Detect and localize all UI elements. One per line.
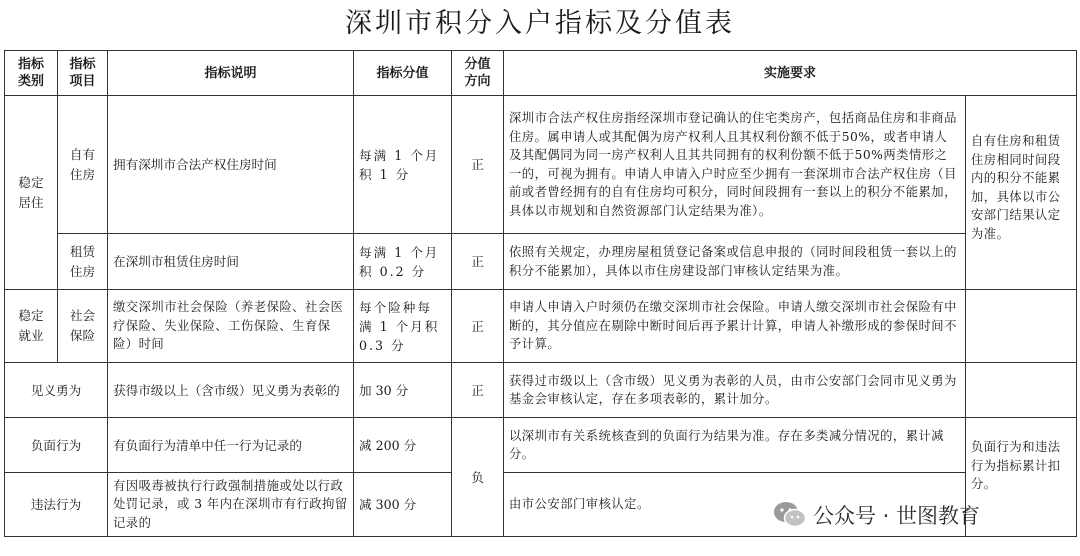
score-illegal: 减 300 分 <box>354 473 452 537</box>
header-direction: 分值 方向 <box>452 51 504 96</box>
header-desc: 指标说明 <box>108 51 354 96</box>
header-row <box>5 51 1077 96</box>
requirement-negative: 以深圳市有关系统核查到的负面行为结果为准。存在多类减分情况的，累计减分。 <box>504 418 966 473</box>
category-stable-residence: 稳定 居住 <box>5 96 58 290</box>
desc-social-insurance: 缴交深圳市社会保险（养老保险、社会医疗保险、失业保险、工伤保险、生育保险）时间 <box>108 290 354 363</box>
header-item: 指标 项目 <box>58 51 108 96</box>
table-row-negative <box>5 418 1077 473</box>
score-negative: 减 200 分 <box>354 418 452 473</box>
requirement-bravery: 获得过市级以上（含市级）见义勇为表彰的人员，由市公安部门会同市见义勇为基金会审核认定，存在多项表彰的，累计加分。 <box>504 363 966 418</box>
item-social-insurance: 社会 保险 <box>58 290 108 363</box>
page-title: 深圳市积分入户指标及分值表 <box>345 8 735 39</box>
score-rent-house: 每满 1 个月积 0.2 分 <box>354 234 452 290</box>
direction-negative: 负 <box>452 418 504 537</box>
header-category: 指标 类别 <box>5 51 58 96</box>
requirement-illegal: 由市公安部门审核认定。 <box>504 473 966 537</box>
watermark-text: 公众号 · 世图教育 <box>813 504 981 528</box>
note-negative: 负面行为和违法行为指标累计扣分。 <box>966 418 1077 537</box>
score-own-house: 每满 1 个月积 1 分 <box>354 96 452 234</box>
requirement-own-house: 深圳市合法产权住房指经深圳市登记确认的住宅类房产，包括商品住房和非商品住房。属申请人或其配偶为房产权利人且其权利份额不低于50%，或者申请人及其配偶同为同一房产权利人且其共同拥有的权利份额不低于50%两类情形之一的，可视为拥有。申请人申请入户时应至少拥有一套深圳市合法产权住房（目前或者曾经拥有的自有住房均可积分，同时间段拥有一套以上的积分不能累加，具体以市规划和自然资源部门认定结果为准）。 <box>504 96 966 234</box>
category-illegal: 违法行为 <box>5 473 108 537</box>
note-residence: 自有住房和租赁住房相同时间段内的积分不能累加，具体以市公安部门结果认定为准。 <box>966 96 1077 290</box>
item-rent-house: 租赁 住房 <box>58 234 108 290</box>
points-table <box>4 50 1077 537</box>
direction-own-house: 正 <box>452 96 504 234</box>
requirement-social-insurance: 申请人申请入户时须仍在缴交深圳市社会保险。申请人缴交深圳市社会保险有中断的，其分值应在剔除中断时间后再予累计计算，申请人补缴形成的参保时间不予计算。 <box>504 290 966 363</box>
note-empty-bravery <box>966 363 1077 418</box>
score-bravery: 加 30 分 <box>354 363 452 418</box>
direction-rent-house: 正 <box>452 234 504 290</box>
desc-illegal: 有因吸毒被执行行政强制措施或处以行政处罚记录，或 3 年内在深圳市有行政拘留记录的 <box>108 473 354 537</box>
table-row-own-house <box>5 96 1077 234</box>
note-empty-employment <box>966 290 1077 363</box>
direction-social-insurance: 正 <box>452 290 504 363</box>
header-score: 指标分值 <box>354 51 452 96</box>
watermark <box>773 497 980 533</box>
desc-bravery: 获得市级以上（含市级）见义勇为表彰的 <box>108 363 354 418</box>
score-social-insurance: 每个险种每满 1 个月积 0.3 分 <box>354 290 452 363</box>
category-negative: 负面行为 <box>5 418 108 473</box>
desc-negative: 有负面行为清单中任一行为记录的 <box>108 418 354 473</box>
table-row-rent-house <box>5 234 1077 290</box>
direction-bravery: 正 <box>452 363 504 418</box>
header-requirement: 实施要求 <box>504 51 1077 96</box>
desc-rent-house: 在深圳市租赁住房时间 <box>108 234 354 290</box>
wechat-icon <box>773 500 807 530</box>
item-own-house: 自有 住房 <box>58 96 108 234</box>
table-row-social-insurance <box>5 290 1077 363</box>
desc-own-house: 拥有深圳市合法产权住房时间 <box>108 96 354 234</box>
category-stable-employment: 稳定 就业 <box>5 290 58 363</box>
requirement-rent-house: 依照有关规定，办理房屋租赁登记备案或信息申报的（同时间段租赁一套以上的积分不能累加），具体以市住房建设部门审核认定结果为准。 <box>504 234 966 290</box>
category-bravery: 见义勇为 <box>5 363 108 418</box>
table-row-bravery <box>5 363 1077 418</box>
